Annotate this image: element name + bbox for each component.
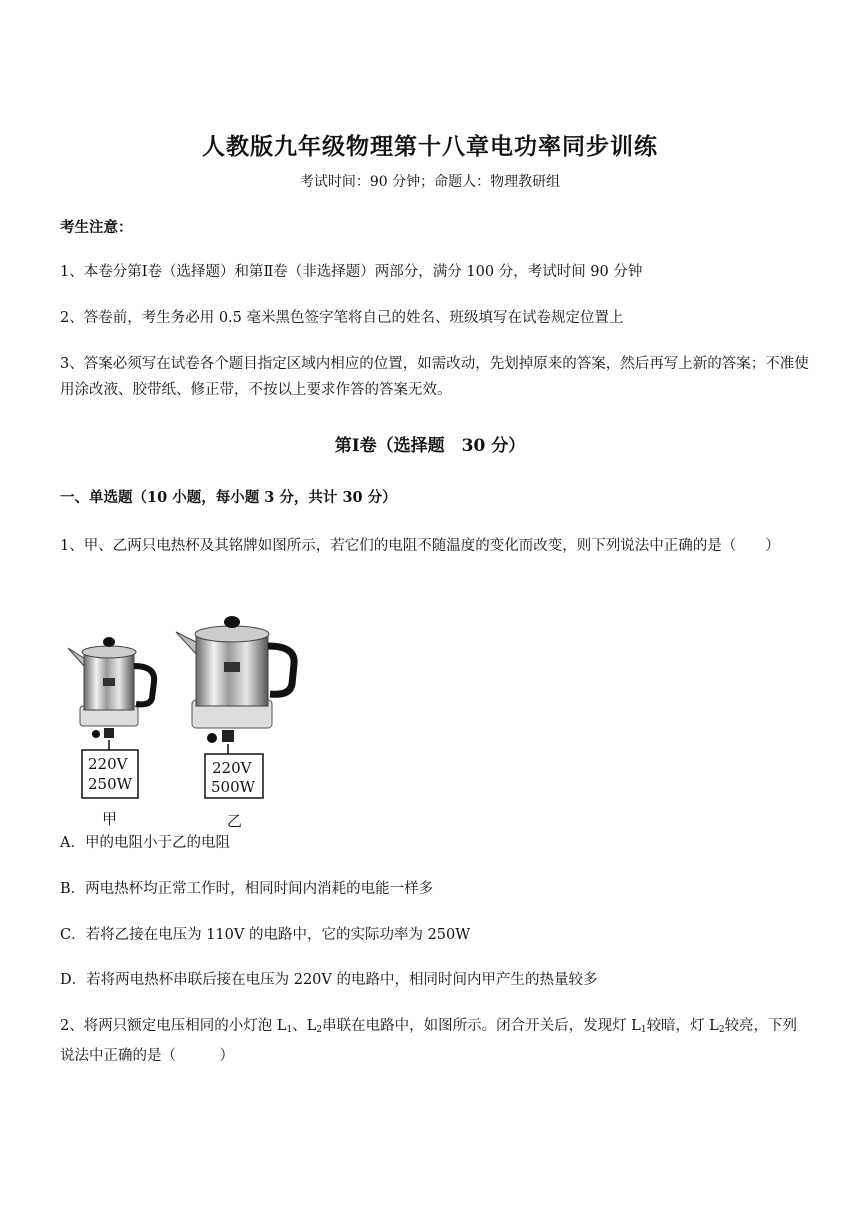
option-d: D．若将两电热杯串联后接在电压为 220V 的电路中，相同时间内甲产生的热量较多: [60, 972, 598, 988]
option-c: C．若将乙接在电压为 110V 的电路中，它的实际功率为 250W: [60, 927, 471, 943]
kettles-illustration: [60, 606, 310, 836]
kettle-jia-label: 甲: [102, 810, 118, 828]
kettle-yi-label: 乙: [227, 812, 243, 830]
q2-text-3: 串联在电路中，如图所示。闭合开关后，发现灯 L: [322, 1018, 641, 1034]
nameplate-jia-power: 250W: [88, 775, 133, 793]
kettle-jia-icon: [68, 637, 154, 750]
section-title: 第Ⅰ卷（选择题 30 分）: [334, 436, 526, 456]
q2-text-5: 较亮，下列说法中正确的是（ ）: [60, 1018, 798, 1064]
kettle-yi-icon: [176, 616, 294, 754]
page-title: 人教版九年级物理第十八章电功率同步训练: [202, 133, 658, 160]
q2-sub-1: 1: [286, 1025, 293, 1035]
q2-sub-4: 2: [718, 1025, 725, 1035]
q2-text-2: 、L: [292, 1018, 317, 1034]
question-1-stem: 1、甲、乙两只电热杯及其铭牌如图所示，若它们的电阻不随温度的变化而改变，则下列说法中正确的是（ ）: [60, 538, 780, 554]
nameplate-yi-power: 500W: [211, 778, 256, 796]
notice-item-3: 3、答案必须写在试卷各个题目指定区域内相应的位置，如需改动，先划掉原来的答案，然后再写上新的答案；不准使用涂改液、胶带纸、修正带，不按以上要求作答的答案无效。: [60, 356, 809, 398]
q2-sub-3: 1: [640, 1025, 647, 1035]
option-b: B．两电热杯均正常工作时，相同时间内消耗的电能一样多: [60, 881, 434, 897]
option-a: A．甲的电阻小于乙的电阻: [60, 835, 230, 851]
question-2-stem: [60, 1013, 810, 1069]
notice-heading: 考生注意：: [60, 219, 133, 236]
nameplate-yi-voltage: 220V: [212, 759, 252, 777]
exam-info: 考试时间：90 分钟；命题人：物理教研组: [299, 174, 561, 190]
part-heading: 一、单选题（10 小题，每小题 3 分，共计 30 分）: [60, 489, 397, 506]
notice-item-2: 2、答卷前，考生务必用 0.5 毫米黑色签字笔将自己的姓名、班级填写在试卷规定位置上: [60, 310, 624, 326]
kettles-figure: [60, 606, 310, 836]
q2-sub-2: 2: [316, 1025, 323, 1035]
notice-item-1: 1、本卷分第Ⅰ卷（选择题）和第Ⅱ卷（非选择题）两部分，满分 100 分，考试时间 90 分钟: [60, 264, 643, 280]
q2-text-4: 较暗，灯 L: [646, 1018, 719, 1034]
nameplate-jia-voltage: 220V: [88, 755, 128, 773]
q2-text-1: 2、将两只额定电压相同的小灯泡 L: [60, 1018, 287, 1034]
